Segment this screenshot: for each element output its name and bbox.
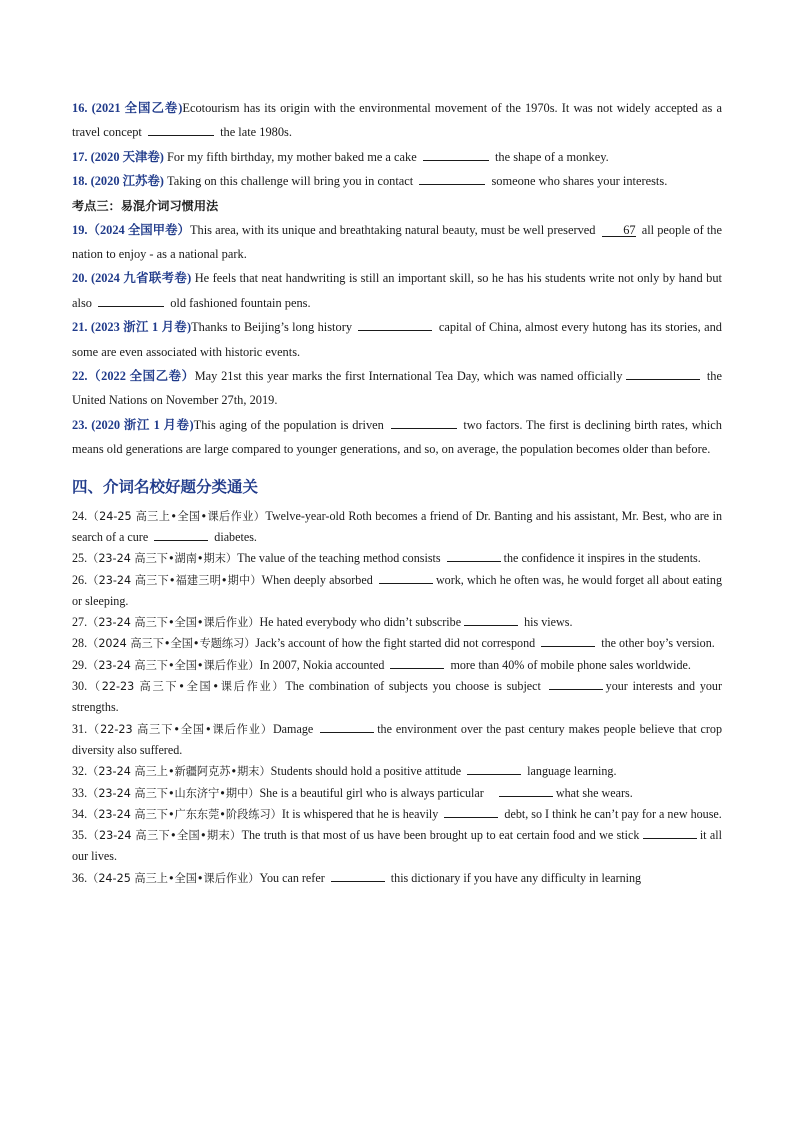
question-text: Thanks to Beijing’s long history (191, 320, 353, 335)
question-text: your interests and your strengths. (72, 679, 722, 715)
question-28: 28.（2024 高三下•全国•专题练习）Jack’s account of how the fight started did not correspond the other boy’s version. (72, 636, 715, 651)
question-text: Taking on this challenge will bring you in contact (167, 174, 414, 189)
answer-blank[interactable] (148, 124, 214, 136)
topic-heading: 考点三：易混介词习惯用法 (72, 198, 219, 213)
question-number: 17. (2020 天津卷) (72, 149, 164, 164)
question-source: （22-23 高三下•全国•课后作业） (87, 680, 286, 694)
question-21 (72, 315, 722, 364)
question-source: （23-24 高三上•新疆阿克苏•期末） (87, 765, 271, 779)
question-text: Ecotourism has its origin with the environmental movement of the 1970s. It was not widely accepted as a travel concept (72, 101, 722, 140)
question-source: （23-24 高三下•湖南•期末） (87, 552, 238, 566)
question-text: what she wears. (555, 785, 633, 800)
question-source: （23-24 高三下•全国•课后作业） (87, 658, 260, 672)
answer-blank[interactable] (358, 319, 432, 331)
question-25: 25.（23-24 高三下•湖南•期末）The value of the teaching method consists the confidence it inspires in the students. (72, 551, 701, 566)
answer-blank[interactable] (98, 295, 164, 307)
answer-blank[interactable] (447, 550, 501, 562)
question-text: this dictionary if you have any difficulty in learning (390, 870, 642, 885)
answer-blank[interactable] (602, 224, 636, 237)
answer-blank[interactable] (154, 529, 208, 541)
question-text: The combination of subjects you choose is subject (285, 679, 541, 694)
question-text: diabetes. (214, 529, 257, 544)
question-text: He feels that neat handwriting is still an important skill, so he has his students write not only by hand but also (72, 271, 722, 310)
question-text: You can refer (259, 870, 325, 885)
question-text: In 2007, Nokia accounted (259, 657, 385, 672)
question-text: This area, with its unique and breathtaking natural beauty, must be well preserved (189, 222, 596, 237)
question-number: 16. (2021 全国乙卷) (72, 101, 183, 115)
section-title: 四、介词名校好题分类通关 (72, 477, 259, 496)
question-text: the other boy’s version. (601, 636, 715, 651)
question-number: 18. (2020 江苏卷) (72, 174, 164, 189)
question-text: Twelve-year-old Roth becomes a friend of Dr. Banting and his assistant, Mr. Best, who are in search of a cure (72, 508, 722, 544)
answer-blank[interactable] (626, 368, 700, 380)
answer-blank[interactable] (391, 417, 457, 429)
question-35: 35.（23-24 高三下•全国•期末）The truth is that most of us have been brought up to eat certain food and we stick it all our lives. (72, 828, 722, 864)
question-31: 31.（22-23 高三下•全国•课后作业）Damage the environment over the past century makes people believe that crop diversity also suffered. (72, 721, 722, 757)
answer-blank[interactable] (464, 614, 518, 626)
content (72, 96, 722, 889)
question-source: （23-24 高三下•全国•课后作业） (87, 616, 260, 630)
question-32: 32.（23-24 高三上•新疆阿克苏•期末）Students should hold a positive attitude language learning. (72, 764, 617, 779)
question-text: old fashioned fountain pens. (170, 295, 311, 310)
question-17 (72, 145, 722, 169)
question-20 (72, 266, 722, 315)
question-23 (72, 413, 722, 462)
question-text: Students should hold a positive attitude (270, 764, 462, 779)
question-text: Jack’s account of how the fight started did not correspond (255, 636, 536, 651)
blank-text: 67 (623, 222, 636, 237)
question-source: （24-25 高三上•全国•课后作业） (87, 509, 266, 523)
question-number: 23. (2020 浙江 1 月卷) (72, 417, 194, 432)
question-30: 30.（22-23 高三下•全国•课后作业）The combination of subjects you choose is subject your interests and your strengths. (72, 679, 722, 715)
question-source: （24-25 高三上•全国•课后作业） (87, 871, 260, 885)
question-number: 20. (2024 九省联考卷) (72, 271, 192, 286)
question-36: 36.（24-25 高三上•全国•课后作业）You can refer this dictionary if you have any difficulty in learning (72, 870, 642, 885)
question-text: all people of the nation to enjoy - as a national park. (72, 222, 722, 262)
question-text: The value of the teaching method consists (237, 551, 441, 566)
question-text: the shape of a monkey. (494, 149, 609, 164)
question-text: the confidence it inspires in the students. (503, 551, 701, 566)
question-text: It is whispered that he is heavily (281, 806, 439, 821)
answer-blank[interactable] (390, 657, 444, 669)
answer-blank[interactable] (499, 785, 553, 797)
question-text: language learning. (527, 764, 617, 779)
question-source: （22-23 高三下•全国•课后作业） (87, 722, 273, 736)
question-number: 19.（2024 全国甲卷） (72, 222, 190, 237)
question-19 (72, 218, 722, 267)
question-text: Damage (272, 721, 314, 736)
question-number: 22.（2022 全国乙卷） (72, 369, 195, 384)
question-24: 24.（24-25 高三上•全国•课后作业）Twelve-year-old Roth becomes a friend of Dr. Banting and his assistant, Mr. Best, who are in search of a cure diabetes. (72, 508, 722, 544)
question-text: his views. (524, 615, 573, 630)
question-29: 29.（23-24 高三下•全国•课后作业）In 2007, Nokia accounted more than 40% of mobile phone sales worldwide. (72, 657, 691, 672)
question-text: more than 40% of mobile phone sales worldwide. (450, 657, 691, 672)
answer-blank[interactable] (444, 806, 498, 818)
question-text: two factors. The first is declining birth rates, which means old generations are large compared to younger generations, and so, on average, the population becomes older than before. (72, 417, 722, 457)
question-text: When deeply absorbed (261, 572, 373, 587)
question-source: （23-24 高三下•全国•期末） (87, 829, 242, 843)
question-text: capital of China, almost every hutong has its stories, and some are even associated with historic events. (72, 320, 722, 359)
question-16 (72, 96, 722, 145)
question-26: 26.（23-24 高三下•福建三明•期中）When deeply absorbed work, which he often was, he would forget all about eating or sleeping. (72, 572, 722, 608)
question-text: She is a beautiful girl who is always particular (259, 785, 484, 800)
question-text: May 21st this year marks the first International Tea Day, which was named officially (194, 369, 623, 384)
question-text: the late 1980s. (220, 125, 292, 140)
answer-blank[interactable] (423, 149, 489, 161)
question-text: the environment over the past century makes people believe that crop diversity also suffered. (72, 721, 722, 757)
question-text: debt, so I think he can’t pay for a new house. (504, 806, 722, 821)
question-text: The truth is that most of us have been brought up to eat certain food and we stick (241, 828, 640, 843)
answer-blank[interactable] (467, 763, 521, 775)
question-18 (72, 169, 722, 193)
answer-blank[interactable] (541, 635, 595, 647)
answer-blank[interactable] (419, 173, 485, 185)
answer-blank[interactable] (320, 721, 374, 733)
question-27: 27.（23-24 高三下•全国•课后作业）He hated everybody who didn’t subscribe his views. (72, 615, 573, 630)
answer-blank[interactable] (331, 870, 385, 882)
question-22 (72, 364, 722, 413)
answer-blank[interactable] (643, 827, 697, 839)
question-34: 34.（23-24 高三下•广东东莞•阶段练习）It is whispered that he is heavily debt, so I think he can’t pay for a new house. (72, 806, 722, 821)
question-text: This aging of the population is driven (193, 417, 384, 432)
question-source: （23-24 高三下•广东东莞•阶段练习） (87, 807, 282, 821)
question-text: He hated everybody who didn’t subscribe (259, 615, 462, 630)
question-text: it all our lives. (72, 828, 722, 864)
question-source: （23-24 高三下•福建三明•期中） (87, 573, 262, 587)
question-text: someone who shares your interests. (491, 174, 668, 189)
answer-blank[interactable] (549, 678, 603, 690)
answer-blank[interactable] (379, 572, 433, 584)
question-number: 21. (2023 浙江 1 月卷) (72, 320, 192, 335)
question-text: For my fifth birthday, my mother baked me a cake (167, 149, 417, 164)
question-33: 33.（23-24 高三下•山东济宁•期中）She is a beautiful girl who is always particular what she wears. (72, 785, 633, 800)
question-text: work, which he often was, he would forget all about eating or sleeping. (72, 572, 722, 608)
question-source: （23-24 高三下•山东济宁•期中） (87, 786, 260, 800)
question-source: （2024 高三下•全国•专题练习） (87, 637, 256, 651)
question-text: the United Nations on November 27th, 2019. (72, 369, 722, 408)
